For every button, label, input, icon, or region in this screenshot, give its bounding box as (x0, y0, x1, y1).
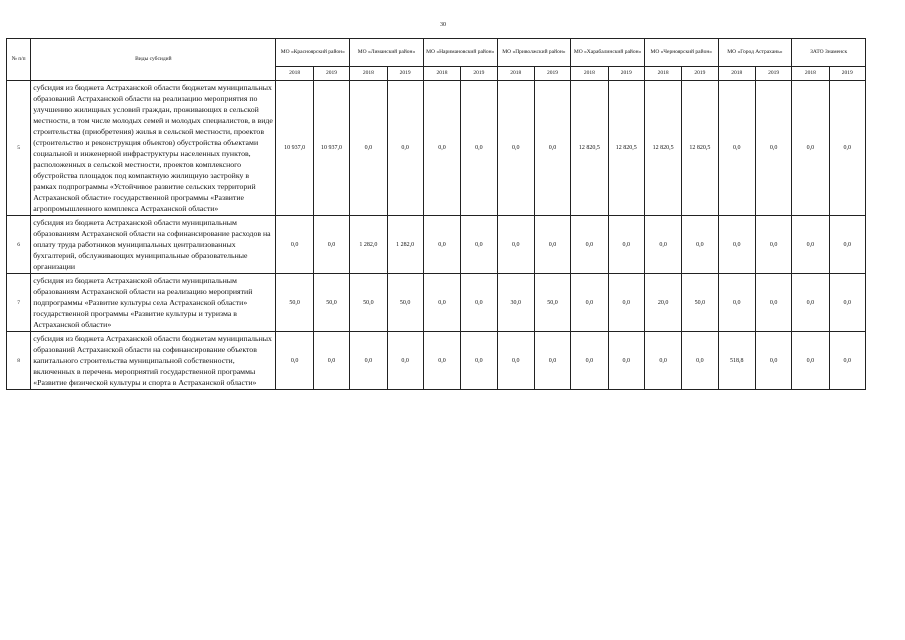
subsidy-description: субсидия из бюджета Астраханской области муниципальным образованиям Астраханской области на софинансирование расходов на оплату труда работников муниципальных централизованных бухгалтерий, обслуживающих муниципальные образовательные организации (31, 216, 276, 274)
amount-cell: 0,0 (387, 332, 423, 390)
header-district: МО «Харабалинский район» (571, 39, 645, 67)
amount-cell: 0,0 (350, 81, 387, 216)
amount-cell: 12 820,5 (682, 81, 718, 216)
amount-cell: 10 937,0 (313, 81, 349, 216)
amount-cell: 0,0 (534, 332, 570, 390)
subsidy-description: субсидия из бюджета Астраханской области бюджетам муниципальных образований Астраханской области на софинансирование объектов капитального строительства муниципальной собственности, включенных в перечень мероприятий государственной программы «Развитие физической культуры и спорта в Астраханской области» (31, 332, 276, 390)
amount-cell: 0,0 (644, 216, 681, 274)
amount-cell: 0,0 (829, 216, 865, 274)
amount-cell: 0,0 (313, 332, 349, 390)
amount-cell: 0,0 (276, 332, 313, 390)
amount-cell: 0,0 (718, 81, 755, 216)
amount-cell: 0,0 (350, 332, 387, 390)
amount-cell: 0,0 (718, 274, 755, 332)
header-year: 2018 (497, 67, 534, 81)
amount-cell: 0,0 (423, 81, 460, 216)
amount-cell: 0,0 (755, 81, 791, 216)
amount-cell: 50,0 (350, 274, 387, 332)
amount-cell: 0,0 (682, 332, 718, 390)
amount-cell: 50,0 (682, 274, 718, 332)
row-number: 5 (7, 81, 31, 216)
amount-cell: 0,0 (755, 216, 791, 274)
amount-cell: 12 820,5 (644, 81, 681, 216)
amount-cell: 0,0 (497, 81, 534, 216)
amount-cell: 0,0 (387, 81, 423, 216)
amount-cell: 0,0 (423, 274, 460, 332)
header-district: МО «Черноярский район» (644, 39, 718, 67)
table-row (7, 332, 866, 390)
amount-cell: 0,0 (571, 274, 608, 332)
header-district: МО «Красноярский район» (276, 39, 350, 67)
header-year: 2019 (608, 67, 644, 81)
amount-cell: 0,0 (792, 332, 829, 390)
amount-cell: 0,0 (829, 81, 865, 216)
amount-cell: 518,8 (718, 332, 755, 390)
table-row (7, 216, 866, 274)
header-year: 2018 (423, 67, 460, 81)
table-row (7, 81, 866, 216)
header-year: 2019 (534, 67, 570, 81)
row-number: 6 (7, 216, 31, 274)
header-district: МО «Наримановский район» (423, 39, 497, 67)
amount-cell: 0,0 (755, 332, 791, 390)
amount-cell: 0,0 (608, 216, 644, 274)
row-number: 8 (7, 332, 31, 390)
header-subsidy-type: Виды субсидий (31, 39, 276, 81)
header-year: 2018 (644, 67, 681, 81)
subsidy-table (6, 38, 866, 390)
header-district: МО «Лиманский район» (350, 39, 424, 67)
row-number: 7 (7, 274, 31, 332)
header-year: 2018 (792, 67, 829, 81)
amount-cell: 0,0 (718, 216, 755, 274)
subsidy-description: субсидия из бюджета Астраханской области муниципальным образованиям Астраханской области на реализацию мероприятий подпрограммы «Развитие культуры села Астраханской области» государственной программы «Развитие культуры и туризма в Астраханской области» (31, 274, 276, 332)
header-year: 2018 (276, 67, 313, 81)
subsidy-description: субсидия из бюджета Астраханской области бюджетам муниципальных образований Астраханской области на реализацию мероприятия по улучшению жилищных условий граждан, проживающих в сельской местности, в том числе молодых семей и молодых специалистов, в виде строительства (приобретения) жилья в сельской местности, проектов (строительство и реконструкция объектов) обустройства объектами социальной и инженерной инфраструктуры населенных пунктов, расположенных в сельской местности, проектов комплексного обустройства площадок под компактную жилищную застройку в рамках подпрограммы «Устойчивое развитие сельских территорий Астраханской области» государственной программы «Развитие агропромышленного комплекса Астраханской области» (31, 81, 276, 216)
amount-cell: 0,0 (792, 216, 829, 274)
amount-cell: 0,0 (792, 274, 829, 332)
header-district: МО «Город Астрахань» (718, 39, 792, 67)
amount-cell: 0,0 (608, 332, 644, 390)
amount-cell: 12 820,5 (608, 81, 644, 216)
amount-cell: 50,0 (534, 274, 570, 332)
amount-cell: 0,0 (534, 81, 570, 216)
amount-cell: 50,0 (276, 274, 313, 332)
amount-cell: 0,0 (829, 274, 865, 332)
header-year: 2019 (461, 67, 497, 81)
header-year: 2018 (350, 67, 387, 81)
amount-cell: 0,0 (534, 216, 570, 274)
amount-cell: 0,0 (276, 216, 313, 274)
amount-cell: 20,0 (644, 274, 681, 332)
amount-cell: 0,0 (829, 332, 865, 390)
amount-cell: 1 282,0 (350, 216, 387, 274)
amount-cell: 0,0 (644, 332, 681, 390)
amount-cell: 1 282,0 (387, 216, 423, 274)
header-year: 2019 (682, 67, 718, 81)
amount-cell: 0,0 (461, 274, 497, 332)
amount-cell: 0,0 (461, 332, 497, 390)
amount-cell: 0,0 (497, 216, 534, 274)
amount-cell: 12 820,5 (571, 81, 608, 216)
amount-cell: 0,0 (313, 216, 349, 274)
page-number: 30 (440, 22, 446, 28)
amount-cell: 30,0 (497, 274, 534, 332)
amount-cell: 0,0 (461, 216, 497, 274)
header-district: МО «Приволжский район» (497, 39, 571, 67)
amount-cell: 0,0 (497, 332, 534, 390)
amount-cell: 0,0 (461, 81, 497, 216)
amount-cell: 0,0 (608, 274, 644, 332)
amount-cell: 50,0 (387, 274, 423, 332)
header-num: № п/п (7, 39, 31, 81)
amount-cell: 10 937,0 (276, 81, 313, 216)
header-year: 2018 (571, 67, 608, 81)
amount-cell: 0,0 (792, 81, 829, 216)
header-year: 2019 (313, 67, 349, 81)
amount-cell: 0,0 (755, 274, 791, 332)
amount-cell: 50,0 (313, 274, 349, 332)
amount-cell: 0,0 (423, 216, 460, 274)
header-year: 2018 (718, 67, 755, 81)
header-year: 2019 (387, 67, 423, 81)
header-year: 2019 (829, 67, 865, 81)
table-row (7, 274, 866, 332)
header-district: ЗАТО Знаменск (792, 39, 866, 67)
header-year: 2019 (755, 67, 791, 81)
amount-cell: 0,0 (571, 332, 608, 390)
amount-cell: 0,0 (682, 216, 718, 274)
amount-cell: 0,0 (571, 216, 608, 274)
amount-cell: 0,0 (423, 332, 460, 390)
